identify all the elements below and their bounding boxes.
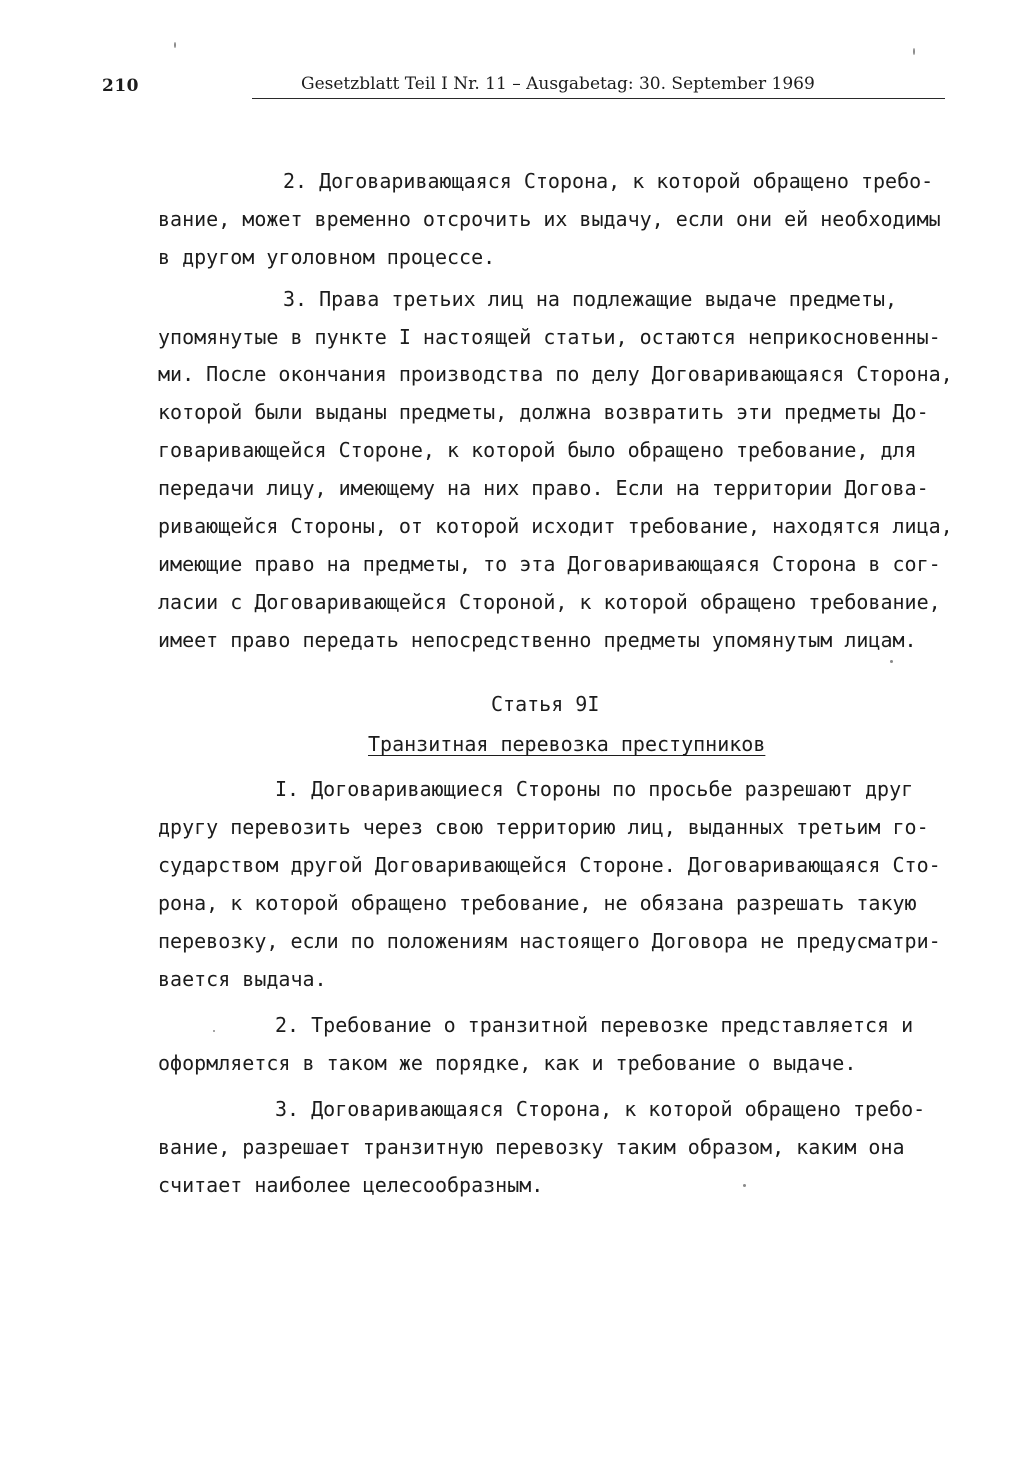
paragraph-line: 3. Права третьих лиц на подлежащие выдаче предметы,	[283, 287, 898, 311]
paragraph-line: ми. После окончания производства по делу Договаривающаяся Сторона,	[158, 362, 953, 386]
scan-speck	[174, 42, 176, 48]
paragraph-line: вается выдача.	[158, 967, 327, 991]
scan-speck	[743, 1184, 746, 1187]
paragraph-line: ласии с Договаривающейся Стороной, к которой обращено требование,	[158, 590, 941, 614]
scan-speck	[913, 48, 915, 55]
paragraph-line: другу перевозить через свою территорию лиц, выданных третьим го-	[158, 815, 929, 839]
paragraph-line: ривающейся Стороны, от которой исходит требование, находятся лица,	[158, 514, 953, 538]
paragraph-line: упомянутые в пункте I настоящей статьи, остаются неприкосновенны-	[158, 325, 941, 349]
paragraph-line: 3. Договаривающаяся Сторона, к которой обращено требо-	[275, 1097, 926, 1121]
paragraph-line: перевозку, если по положениям настоящего Договора не предусматри-	[158, 929, 941, 953]
paragraph-line: которой были выданы предметы, должна возвратить эти предметы До-	[158, 400, 929, 424]
paragraph-line: передачи лицу, имеющему на них право. Если на территории Догова-	[158, 476, 929, 500]
gazette-header-title: Gesetzblatt Teil I Nr. 11 – Ausgabetag: 30. September 1969	[301, 74, 815, 94]
paragraph-line: 2. Договаривающаяся Сторона, к которой обращено требо-	[283, 169, 934, 193]
article-heading: Транзитная перевозка преступников	[368, 732, 766, 756]
scan-speck	[890, 660, 893, 663]
paragraph-line: вание, разрешает транзитную перевозку таким образом, каким она	[158, 1135, 905, 1159]
paragraph-line: I. Договаривающиеся Стороны по просьбе разрешают друг	[275, 777, 914, 801]
paragraph-line: в другом уголовном процессе.	[158, 245, 496, 269]
paragraph-line: имеющие право на предметы, то эта Договаривающаяся Сторона в сог-	[158, 552, 941, 576]
paragraph-line: сударством другой Договаривающейся Стороне. Договаривающаяся Сто-	[158, 853, 941, 877]
paragraph-line: имеет право передать непосредственно предметы упомянутым лицам.	[158, 628, 917, 652]
paragraph-line: рона, к которой обращено требование, не обязана разрешать такую	[158, 891, 917, 915]
paragraph-line: считает наиболее целесообразным.	[158, 1173, 544, 1197]
scan-speck	[213, 1030, 215, 1032]
page-number: 210	[102, 76, 139, 96]
article-title: Статья 9I	[491, 692, 600, 716]
paragraph-line: вание, может временно отсрочить их выдачу, если они ей необходимы	[158, 207, 941, 231]
paragraph-line: оформляется в таком же порядке, как и требование о выдаче.	[158, 1051, 857, 1075]
paragraph-line: говаривающейся Стороне, к которой было обращено требование, для	[158, 438, 917, 462]
paragraph-line: 2. Требование о транзитной перевозке представляется и	[275, 1013, 914, 1037]
